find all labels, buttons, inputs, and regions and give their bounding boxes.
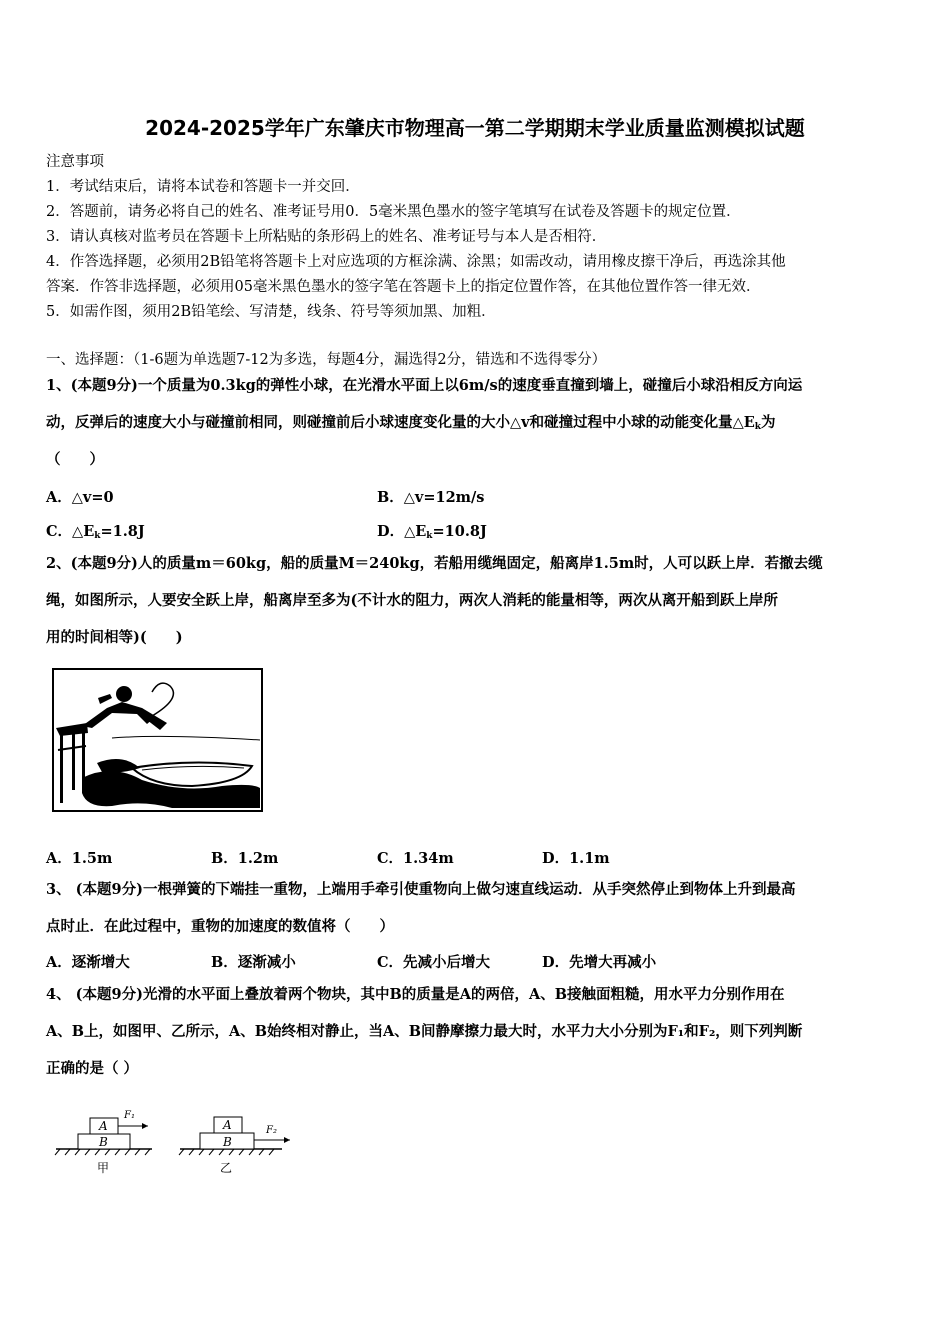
force-f1-label: F₁ [124,1110,135,1121]
block-b-right: B [223,1135,232,1149]
figure-label-left: 甲 [97,1161,110,1175]
q2-option-a: A．1.5m [46,850,113,867]
page-title: 2024-2025学年广东肇庆市物理高一第二学期期末学业质量监测模拟试题 [145,116,805,140]
q2-line: 绳，如图所示，人要安全跃上岸，船离岸至多为(不计水的阻力，两次人消耗的能量相等，两次从离开船到跃上岸所 [46,592,778,609]
q2-option-d: D．1.1m [542,850,610,867]
q3-line: 3、 (本题9分)一根弹簧的下端挂一重物，上端用手牵引使重物向上做匀速直线运动．从手突然停止到物体上升到最高 [46,881,796,898]
notice-item: 3．请认真核对监考员在答题卡上所粘贴的条形码上的姓名、准考证号与本人是否相符． [46,229,607,245]
q1-line: 1、(本题9分)一个质量为0.3kg的弹性小球，在光滑水平面上以6m/s的速度垂直撞到墙上，碰撞后小球沿相反方向运 [46,377,803,394]
notice-item: 答案．作答非选择题，必须用05毫米黑色墨水的签字笔在答题卡上的指定位置作答，在其他位置作答一律无效． [46,279,761,295]
boat-jump-figure [52,668,264,813]
q3-option-d: D．先增大再减小 [542,954,657,971]
section-heading: 一、选择题：（1-6题为单选题7-12为多选，每题4分，漏选得2分，错选和不选得零分） [46,352,607,368]
q2-line: 用的时间相等)( ) [46,629,183,646]
figure-label-right: 乙 [220,1161,233,1175]
block-a-left: A [99,1119,108,1133]
q4-line: 4、 (本题9分)光滑的水平面上叠放着两个物块，其中B的质量是A的两倍，A、B接触面粗糙，用水平力分别作用在 [46,986,785,1003]
q1-option-a: A．△v=0 [46,489,114,506]
q1-option-b: B．△v=12m/s [377,489,485,506]
notice-item: 2．答题前，请务必将自己的姓名、准考证号用0．5毫米黑色墨水的签字笔填写在试卷及答题卡的规定位置． [46,204,741,220]
q3-option-b: B．逐渐减小 [211,954,296,971]
notice-heading: 注意事项 [46,154,104,170]
q2-option-c: C．1.34m [377,850,454,867]
q1-line: 动，反弹后的速度大小与碰撞前相同，则碰撞前后小球速度变化量的大小△v和碰撞过程中小球的动能变化量$\triangle E_k$为 [46,414,776,432]
q3-option-c: C．先减小后增大 [377,954,491,971]
notice-item: 5．如需作图，须用2B铅笔绘、写清楚，线条、符号等须加黑、加粗． [46,304,496,320]
q3-line: 点时止．在此过程中，重物的加速度的数值将（ ） [46,918,394,935]
q3-option-a: A．逐渐增大 [46,954,130,971]
q2-line: 2、(本题9分)人的质量m＝60kg，船的质量M＝240kg，若船用缆绳固定，船离岸1.5m时，人可以跃上岸．若撤去缆 [46,555,823,572]
q2-option-b: B．1.2m [211,850,279,867]
force-f2-label: F₂ [266,1125,277,1136]
q1-option-c: C．$\triangle E_k=1.8J$ [46,523,145,541]
blocks-figure [52,1104,302,1184]
q4-line: 正确的是（ ） [46,1060,139,1077]
notice-item: 1．考试结束后，请将本试卷和答题卡一并交回． [46,179,360,195]
notice-item: 4．作答选择题，必须用2B铅笔将答题卡上对应选项的方框涂满、涂黑；如需改动，请用橡皮擦干净后，再选涂其他 [46,254,786,270]
q1-line: （ ） [46,451,104,468]
block-b-left: B [99,1135,108,1149]
q1-option-d: D．$\triangle E_k=10.8J$ [377,523,487,541]
block-a-right: A [223,1118,232,1132]
q4-line: A、B上，如图甲、乙所示，A、B始终相对静止，当A、B间静摩擦力最大时，水平力大小分别为F₁和F₂，则下列判断 [46,1023,803,1040]
